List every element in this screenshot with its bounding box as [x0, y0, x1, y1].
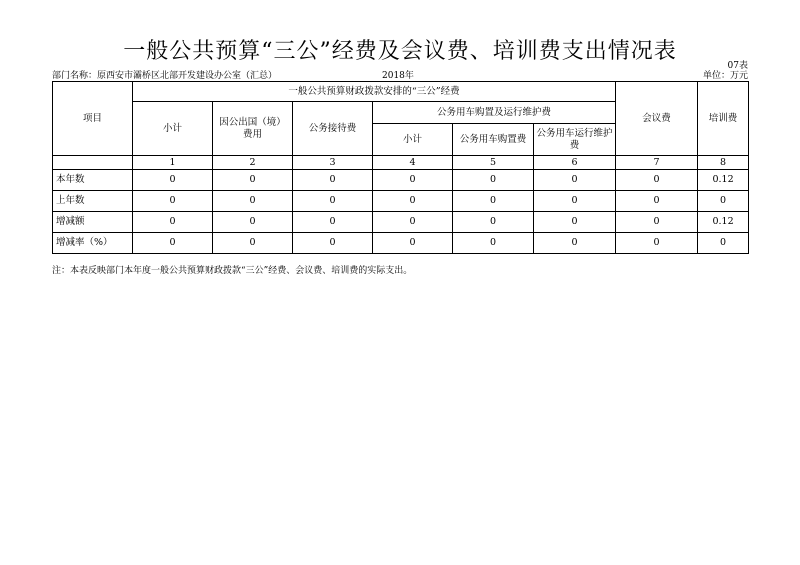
meta-row: [52, 68, 748, 80]
cell: 0.12: [698, 170, 749, 191]
form-number: 07表: [727, 61, 748, 71]
expense-table: [52, 81, 749, 254]
column-number: 6: [534, 156, 616, 170]
table-row: [53, 233, 749, 254]
cell: 0: [534, 191, 616, 212]
department-label: 部门名称：原西安市灞桥区北部开发建设办公室（汇总）: [52, 71, 278, 81]
column-number: 4: [373, 156, 453, 170]
header-training: 培训费: [698, 82, 749, 156]
cell: 0: [213, 212, 293, 233]
cell: 0: [133, 170, 213, 191]
cell: 0: [293, 170, 373, 191]
cell: 0: [373, 191, 453, 212]
header-vehicle-group: 公务用车购置及运行维护费: [373, 102, 616, 124]
header-meeting: 会议费: [616, 82, 698, 156]
cell: 0: [534, 170, 616, 191]
row-label: 增减率（%）: [53, 233, 133, 254]
table-row: [53, 170, 749, 191]
cell: 0: [534, 233, 616, 254]
cell: 0: [373, 233, 453, 254]
column-number: 7: [616, 156, 698, 170]
cell: 0: [293, 233, 373, 254]
column-number-row: [53, 156, 749, 170]
cell: 0: [534, 212, 616, 233]
cell: 0: [453, 170, 534, 191]
cell: 0: [616, 212, 698, 233]
footnote: 注：本表反映部门本年度一般公共预算财政拨款“三公”经费、会议费、培训费的实际支出。: [52, 266, 413, 276]
row-label: 增减额: [53, 212, 133, 233]
cell: 0.12: [698, 212, 749, 233]
unit-label: 单位：万元: [702, 71, 748, 81]
header-subtotal: 小计: [133, 102, 213, 156]
header-item: 项目: [53, 82, 133, 156]
cell: 0: [293, 191, 373, 212]
header-row-1: [53, 82, 749, 102]
column-number: 8: [698, 156, 749, 170]
column-number: 1: [133, 156, 213, 170]
cell: 0: [698, 191, 749, 212]
header-vehicle-subtotal: 小计: [373, 124, 453, 156]
header-group: 一般公共预算财政拨款安排的“三公”经费: [133, 82, 616, 102]
cell: 0: [373, 170, 453, 191]
cell: 0: [453, 191, 534, 212]
column-number: 5: [453, 156, 534, 170]
table-row: [53, 212, 749, 233]
column-number: 2: [213, 156, 293, 170]
column-number: 3: [293, 156, 373, 170]
year-label: 2018年: [382, 71, 414, 81]
cell: 0: [373, 212, 453, 233]
cell: 0: [698, 233, 749, 254]
header-abroad: 因公出国（境）费用: [213, 102, 293, 156]
header-reception: 公务接待费: [293, 102, 373, 156]
table-title: 一般公共预算“三公”经费及会议费、培训费支出情况表: [123, 39, 677, 64]
cell: 0: [133, 233, 213, 254]
cell: 0: [293, 212, 373, 233]
row-label: 本年数: [53, 170, 133, 191]
cell: 0: [453, 233, 534, 254]
cell: 0: [616, 233, 698, 254]
cell: 0: [133, 191, 213, 212]
table-row: [53, 191, 749, 212]
header-vehicle-purchase: 公务用车购置费: [453, 124, 534, 156]
cell: 0: [213, 170, 293, 191]
cell: 0: [213, 191, 293, 212]
header-vehicle-operation: 公务用车运行维护费: [534, 124, 616, 156]
cell: 0: [616, 191, 698, 212]
column-number-blank: [53, 156, 133, 170]
cell: 0: [133, 212, 213, 233]
cell: 0: [616, 170, 698, 191]
row-label: 上年数: [53, 191, 133, 212]
cell: 0: [213, 233, 293, 254]
cell: 0: [453, 212, 534, 233]
